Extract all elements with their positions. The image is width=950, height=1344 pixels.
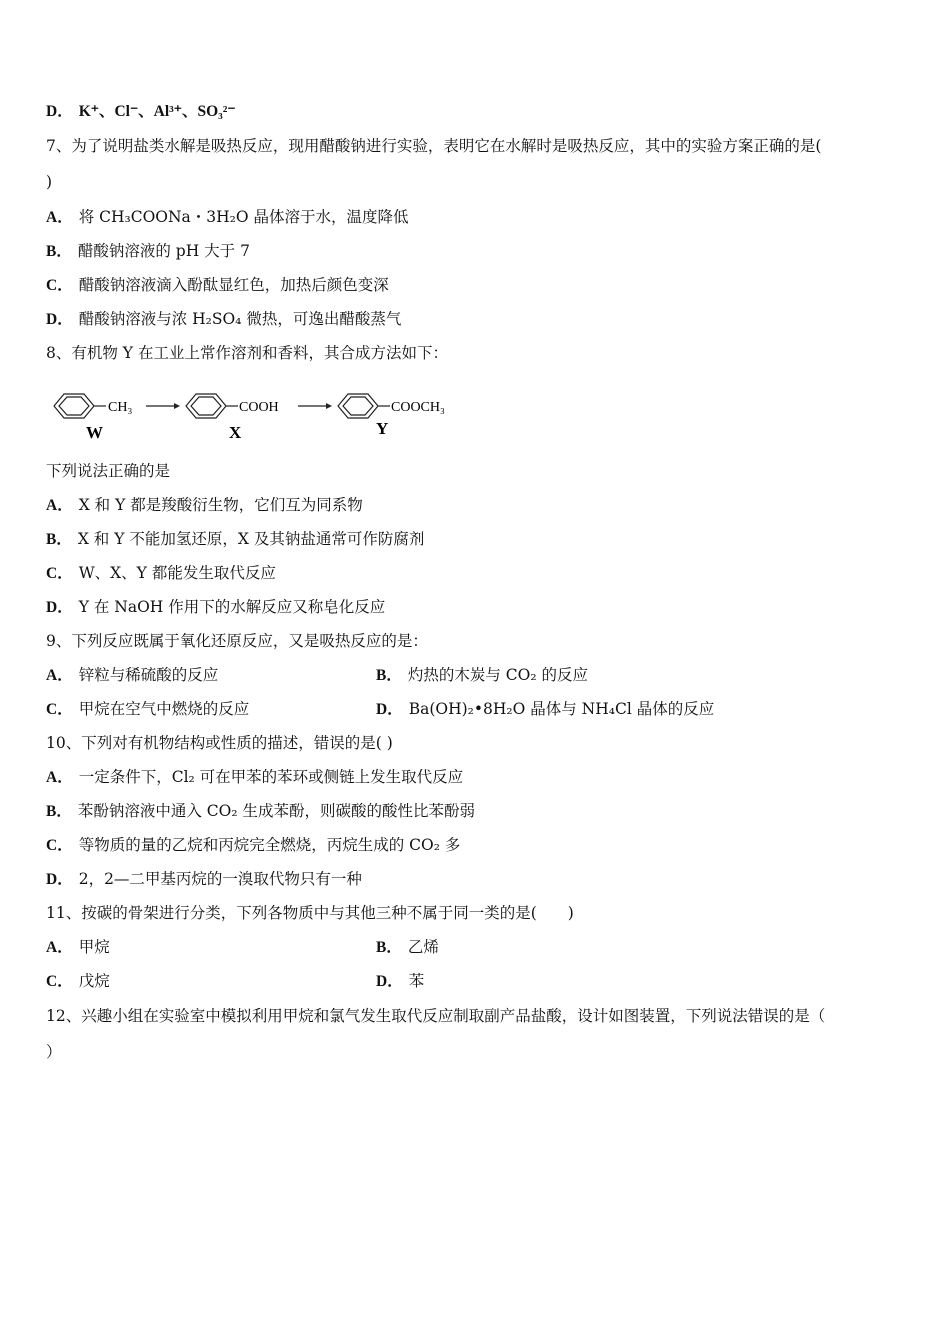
q8-option-c: [46, 562, 276, 585]
q10-option-c: [46, 834, 460, 857]
q8-stem: 8、有机物 Y 在工业上常作溶剂和香料，其合成方法如下：: [46, 344, 448, 362]
label-y: Y: [376, 419, 389, 438]
option-label: D．: [46, 311, 73, 328]
q7-option-a: [46, 206, 409, 229]
option-text: 将 CH₃COONa・3H₂O 晶体溶于水，温度降低: [78, 208, 409, 226]
q8-sub-stem: 下列说法正确的是: [46, 462, 171, 480]
option-label: D．: [46, 871, 73, 888]
q10-option-a: [46, 766, 463, 789]
option-text: 苯酚钠溶液中通入 CO₂ 生成苯酚，则碳酸的酸性比苯酚弱: [77, 802, 475, 820]
w-group: CH₃: [108, 400, 133, 415]
option-label: A．: [46, 939, 73, 956]
option-text: 等物质的量的乙烷和丙烷完全燃烧，丙烷生成的 CO₂ 多: [78, 836, 461, 854]
x-group: COOH: [239, 400, 279, 415]
q10-option-d: [46, 868, 362, 891]
benzene-ring-w: [54, 394, 106, 418]
q11-option-c: [46, 972, 110, 990]
arrow-1: [146, 403, 180, 409]
option-text: 灼热的木炭与 CO₂ 的反应: [407, 666, 588, 684]
q7-option-d: [46, 308, 401, 331]
q9-option-d: [376, 698, 714, 721]
label-w: W: [86, 423, 103, 442]
option-text: 醋酸钠溶液滴入酚酞显红色，加热后颜色变深: [78, 276, 389, 294]
q9-options-row-1: [46, 664, 906, 687]
arrow-2: [298, 403, 332, 409]
option-label: B．: [46, 243, 72, 260]
q12-stem-end: ）: [46, 1043, 62, 1061]
q11-option-d: [376, 970, 424, 993]
label-x: X: [229, 423, 242, 442]
option-label: B．: [376, 667, 402, 684]
q8-option-a: [46, 494, 363, 517]
option-label: A．: [46, 209, 73, 226]
option-label: D．: [376, 973, 403, 990]
benzene-ring-y: [338, 394, 390, 418]
option-text: 醋酸钠溶液与浓 H₂SO₄ 微热，可逸出醋酸蒸气: [78, 310, 402, 328]
option-label: D．: [46, 103, 73, 120]
q6-option-d: [46, 100, 236, 123]
option-label: C．: [46, 565, 73, 582]
option-label: A．: [46, 667, 73, 684]
option-label: C．: [46, 277, 73, 294]
q11-option-a: [46, 938, 110, 956]
q11-stem: 11、按碳的骨架进行分类，下列各物质中与其他三种不属于同一类的是( ): [46, 904, 574, 922]
q7-option-c: [46, 274, 389, 297]
q8-option-b: [46, 528, 424, 551]
option-label: C．: [46, 973, 73, 990]
q7-stem: 7、为了说明盐类水解是吸热反应，现用醋酸钠进行实验，表明它在水解时是吸热反应，其中的实验方案正确的是(: [46, 137, 822, 155]
benzene-ring-x: [186, 394, 238, 418]
option-text: 甲烷: [78, 938, 110, 956]
option-text: Y 在 NaOH 作用下的水解反应又称皂化反应: [78, 598, 386, 616]
option-label: A．: [46, 497, 73, 514]
q10-option-b: [46, 800, 475, 823]
q11-option-b: [376, 936, 439, 959]
option-label: A．: [46, 769, 73, 786]
q9-option-b: [376, 664, 588, 687]
option-text: Ba(OH)₂•8H₂O 晶体与 NH₄Cl 晶体的反应: [408, 700, 715, 718]
option-text: 甲烷在空气中燃烧的反应: [78, 700, 250, 718]
option-label: D．: [376, 701, 403, 718]
q7-option-b: [46, 240, 250, 263]
q12-stem: 12、兴趣小组在实验室中模拟利用甲烷和氯气发生取代反应制取副产品盐酸，设计如图装置，下列说法错误的是（: [46, 1007, 826, 1025]
option-text: 苯: [408, 972, 425, 990]
option-label: B．: [46, 531, 72, 548]
q11-options-row-2: [46, 970, 906, 993]
q7-stem-end: ): [46, 173, 53, 191]
option-label: C．: [46, 837, 73, 854]
option-text: 锌粒与稀硫酸的反应: [78, 666, 219, 684]
y-group: COOCH₃: [391, 400, 445, 415]
option-text: 一定条件下，Cl₂ 可在甲苯的苯环或侧链上发生取代反应: [78, 768, 464, 786]
q10-stem: 10、下列对有机物结构或性质的描述，错误的是( ): [46, 734, 393, 752]
option-text: 戊烷: [78, 972, 110, 990]
option-text: X 和 Y 都是羧酸衍生物，它们互为同系物: [78, 496, 363, 514]
option-text: K⁺、Cl⁻、Al³⁺、SO₃²⁻: [78, 103, 236, 120]
option-text: 2，2—二甲基丙烷的一溴取代物只有一种: [78, 870, 362, 888]
option-text: W、X、Y 都能发生取代反应: [78, 564, 276, 582]
option-label: D．: [46, 599, 73, 616]
option-label: B．: [46, 803, 72, 820]
q9-stem: 9、下列反应既属于氧化还原反应，又是吸热反应的是：: [46, 632, 428, 650]
synthesis-scheme: [46, 384, 486, 444]
option-text: 乙烯: [407, 938, 439, 956]
q9-option-c: [46, 700, 249, 718]
option-label: C．: [46, 701, 73, 718]
q9-option-a: [46, 666, 218, 684]
q11-options-row-1: [46, 936, 906, 959]
option-label: B．: [376, 939, 402, 956]
option-text: 醋酸钠溶液的 pH 大于 7: [77, 242, 250, 260]
option-text: X 和 Y 不能加氢还原，X 及其钠盐通常可作防腐剂: [77, 530, 425, 548]
q9-options-row-2: [46, 698, 906, 721]
q8-option-d: [46, 596, 385, 619]
